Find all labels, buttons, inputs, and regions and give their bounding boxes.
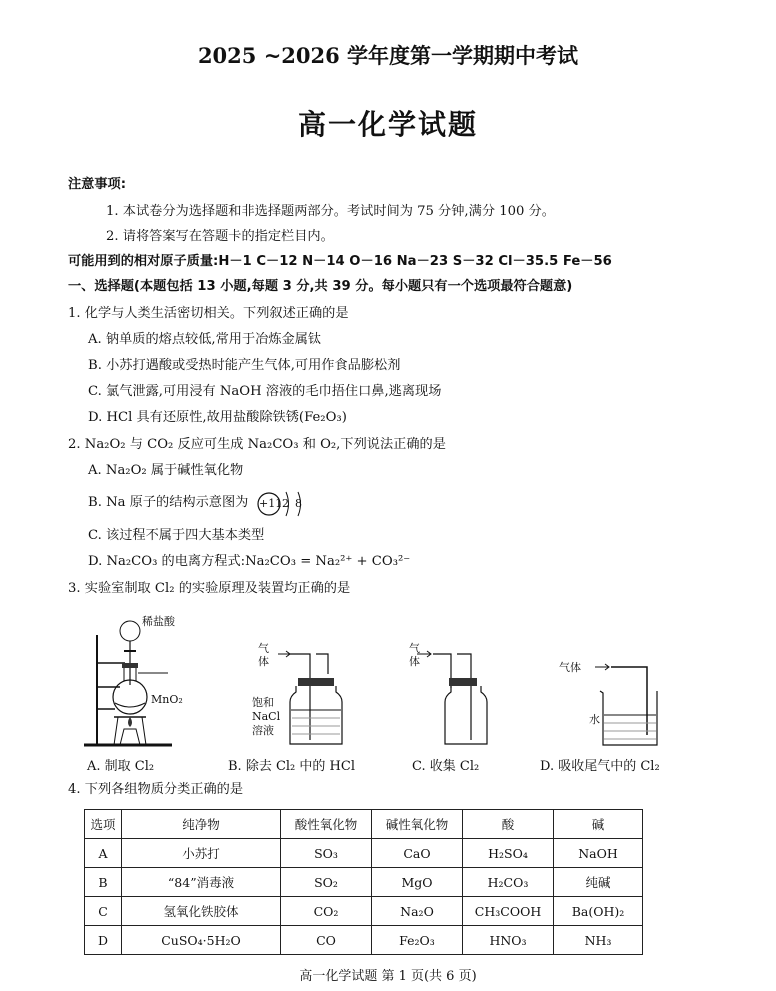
apparatus-c-collector	[405, 640, 505, 750]
q2-option-c: C. 该过程不属于四大基本类型	[88, 528, 265, 543]
label-water: 水	[589, 713, 600, 726]
table-cell: CO₂	[281, 897, 372, 926]
label-sat-nacl: 饱和 NaCl 溶液	[252, 696, 281, 737]
table-cell: H₂SO₄	[463, 839, 554, 868]
table-cell: HNO₃	[463, 926, 554, 955]
table-header-row	[85, 810, 643, 839]
table-cell: D	[85, 926, 122, 955]
table-header-cell: 选项	[85, 810, 122, 839]
q4-stem: 4. 下列各组物质分类正确的是	[68, 782, 244, 797]
table-header-cell: 酸性氧化物	[281, 810, 372, 839]
notice-item-1: 1. 本试卷分为选择题和非选择题两部分。考试时间为 75 分钟,满分 100 分。	[106, 204, 555, 219]
table-cell: CaO	[372, 839, 463, 868]
table-row	[85, 897, 643, 926]
table-cell: Fe₂O₃	[372, 926, 463, 955]
label-gas-b: 气 体	[258, 642, 269, 668]
notice-item-2: 2. 请将答案写在答题卡的指定栏目内。	[106, 229, 334, 244]
q2-option-a: A. Na₂O₂ 属于碱性氧化物	[88, 463, 244, 478]
q3-caption-b: B. 除去 Cl₂ 中的 HCl	[228, 759, 355, 774]
table-cell: 小苏打	[122, 839, 281, 868]
table-cell: CH₃COOH	[463, 897, 554, 926]
q1-stem: 1. 化学与人类生活密切相关。下列叙述正确的是	[68, 306, 349, 321]
table-cell: NaOH	[554, 839, 643, 868]
table-row	[85, 868, 643, 897]
table-row	[85, 926, 643, 955]
q1-option-b: B. 小苏打遇酸或受热时能产生气体,可用作食品膨松剂	[88, 358, 401, 373]
atom-shell-1: 2	[282, 497, 289, 510]
label-gas-d: 气体	[559, 661, 581, 674]
q2-option-b: B. Na 原子的结构示意图为	[88, 495, 249, 510]
table-cell: Ba(OH)₂	[554, 897, 643, 926]
table-cell: “84”消毒液	[122, 868, 281, 897]
q2-stem: 2. Na₂O₂ 与 CO₂ 反应可生成 Na₂CO₃ 和 O₂,下列说法正确的是	[68, 437, 446, 452]
exam-title: 2025 ~2026 学年度第一学期期中考试	[197, 43, 579, 68]
q1-option-a: A. 钠单质的熔点较低,常用于冶炼金属钛	[88, 332, 322, 347]
notice-heading: 注意事项:	[68, 177, 127, 192]
table-cell: CO	[281, 926, 372, 955]
table-cell: 纯碱	[554, 868, 643, 897]
label-mno2: MnO₂	[151, 693, 183, 706]
apparatus-d-beaker	[555, 655, 665, 750]
table-cell: C	[85, 897, 122, 926]
atom-nucleus: +11	[259, 497, 283, 510]
q1-option-c: C. 氯气泄露,可用浸有 NaOH 溶液的毛巾捂住口鼻,逃离现场	[88, 384, 442, 399]
label-gas-c: 气 体	[409, 642, 420, 668]
table-row	[85, 839, 643, 868]
table-cell: 氢氧化铁胶体	[122, 897, 281, 926]
atom-shell-2: 8	[295, 497, 302, 510]
apparatus-a-generator	[80, 605, 200, 750]
q2-option-d: D. Na₂CO₃ 的电离方程式:Na₂CO₃ = Na₂²⁺ + CO₃²⁻	[88, 554, 411, 569]
table-cell: A	[85, 839, 122, 868]
q3-caption-c: C. 收集 Cl₂	[412, 759, 480, 774]
page-footer: 高一化学试题 第 1 页(共 6 页)	[299, 969, 477, 984]
table-cell: B	[85, 868, 122, 897]
classification-table	[84, 809, 643, 955]
table-cell: H₂CO₃	[463, 868, 554, 897]
q1-option-d: D. HCl 具有还原性,故用盐酸除铁锈(Fe₂O₃)	[88, 410, 347, 425]
table-header-cell: 碱	[554, 810, 643, 839]
label-dilute-hcl: 稀盐酸	[142, 615, 175, 628]
q3-caption-a: A. 制取 Cl₂	[87, 759, 155, 774]
table-cell: SO₂	[281, 868, 372, 897]
section-title: 一、选择题(本题包括 13 小题,每题 3 分,共 39 分。每小题只有一个选项最符合题意)	[68, 279, 573, 294]
table-cell: MgO	[372, 868, 463, 897]
subject-title: 高一化学试题	[297, 108, 478, 141]
q3-caption-d: D. 吸收尾气中的 Cl₂	[540, 759, 660, 774]
table-header-cell: 酸	[463, 810, 554, 839]
q3-stem: 3. 实验室制取 Cl₂ 的实验原理及装置均正确的是	[68, 581, 351, 596]
sodium-atom-diagram	[256, 487, 316, 521]
atomic-mass-line: 可能用到的相对原子质量:H－1 C－12 N－14 O－16 Na－23 S－32 Cl－35.5 Fe－56	[68, 254, 612, 269]
table-header-cell: 纯净物	[122, 810, 281, 839]
table-cell: CuSO₄·5H₂O	[122, 926, 281, 955]
apparatus-b-wash-bottle	[250, 640, 350, 750]
table-cell: SO₃	[281, 839, 372, 868]
table-header-cell: 碱性氧化物	[372, 810, 463, 839]
table-cell: NH₃	[554, 926, 643, 955]
table-cell: Na₂O	[372, 897, 463, 926]
